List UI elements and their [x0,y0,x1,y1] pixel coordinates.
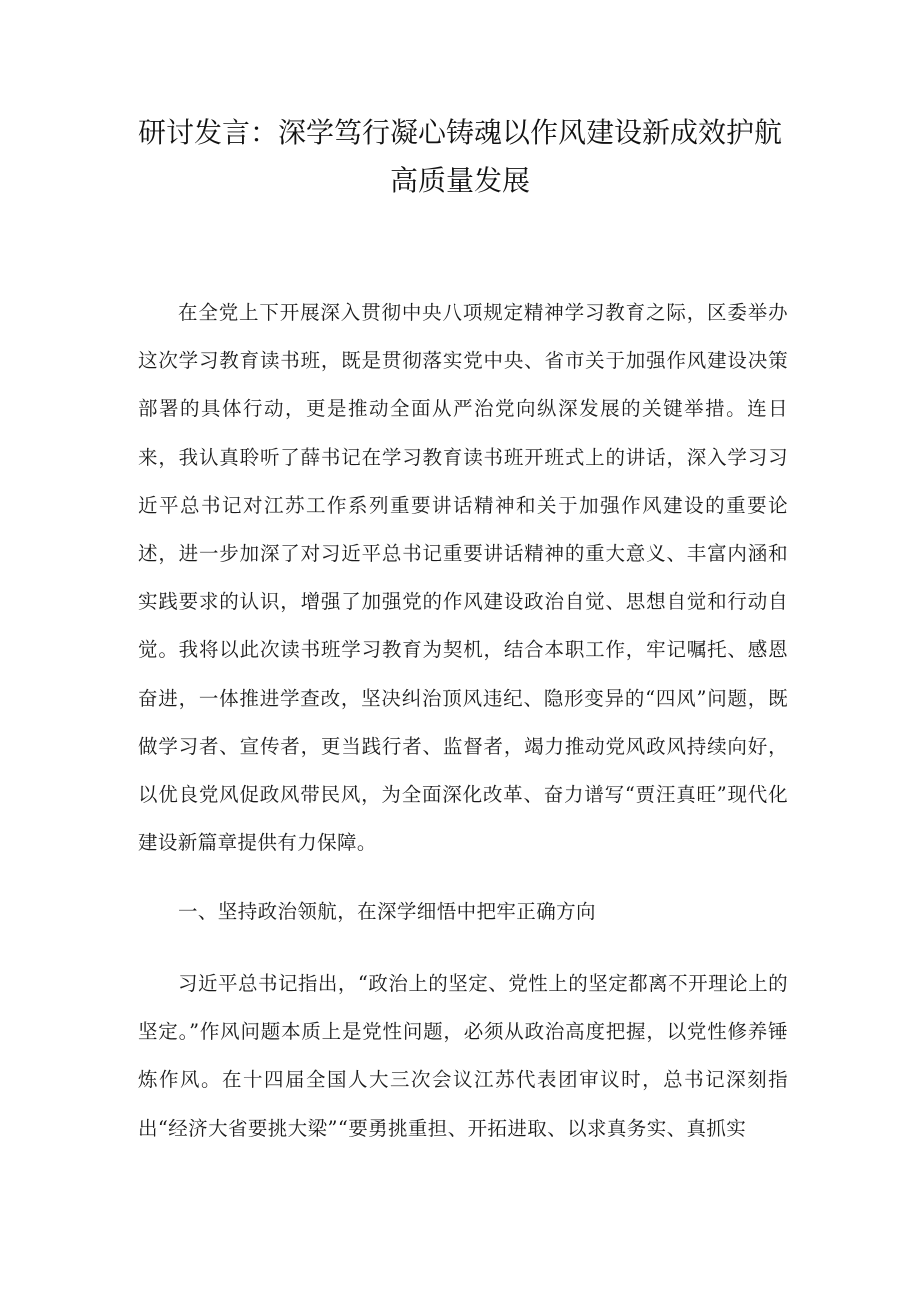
document-title-line-2: 高质量发展 [389,164,530,197]
section-1-paragraph: 习近平总书记指出，“政治上的坚定、党性上的坚定都离不开理论上的坚定。”作风问题本质上是党性问题，必须从政治高度把握，以党性修养锤炼作风。在十四届全国人大三次会议江苏代表团审议时，总书记深刻指出“经济大省要挑大梁”“要勇挑重担、开拓进取、以求真务实、真抓实 [138,972,788,1140]
section-heading-1: 一、坚持政治领航，在深学细悟中把牢正确方向 [178,900,596,923]
intro-paragraph: 在全党上下开展深入贯彻中央八项规定精神学习教育之际，区委举办这次学习教育读书班，既是贯彻落实党中央、省市关于加强作风建设决策部署的具体行动，更是推动全面从严治党向纵深发展的关键举措。连日来，我认真聆听了薛书记在学习教育读书班开班式上的讲话，深入学习习近平总书记对江苏工作系列重要讲话精神和关于加强作风建设的重要论述，进一步加深了对习近平总书记重要讲话精神的重大意义、丰富内涵和实践要求的认识，增强了加强党的作风建设政治自觉、思想自觉和行动自觉。我将以此次读书班学习教育为契机，结合本职工作，牢记嘱托、感恩奋进，一体推进学查改，坚决纠治顶风违纪、隐形变异的“四风”问题，既做学习者、宣传者，更当践行者、监督者，竭力推动党风政风持续向好，以优良党风促政风带民风，为全面深化改革、奋力谱写“贾汪真旺”现代化建设新篇章提供有力保障。 [138,301,788,855]
document-title-line-1: 研讨发言：深学笃行凝心铸魂以作风建设新成效护航 [137,116,782,149]
